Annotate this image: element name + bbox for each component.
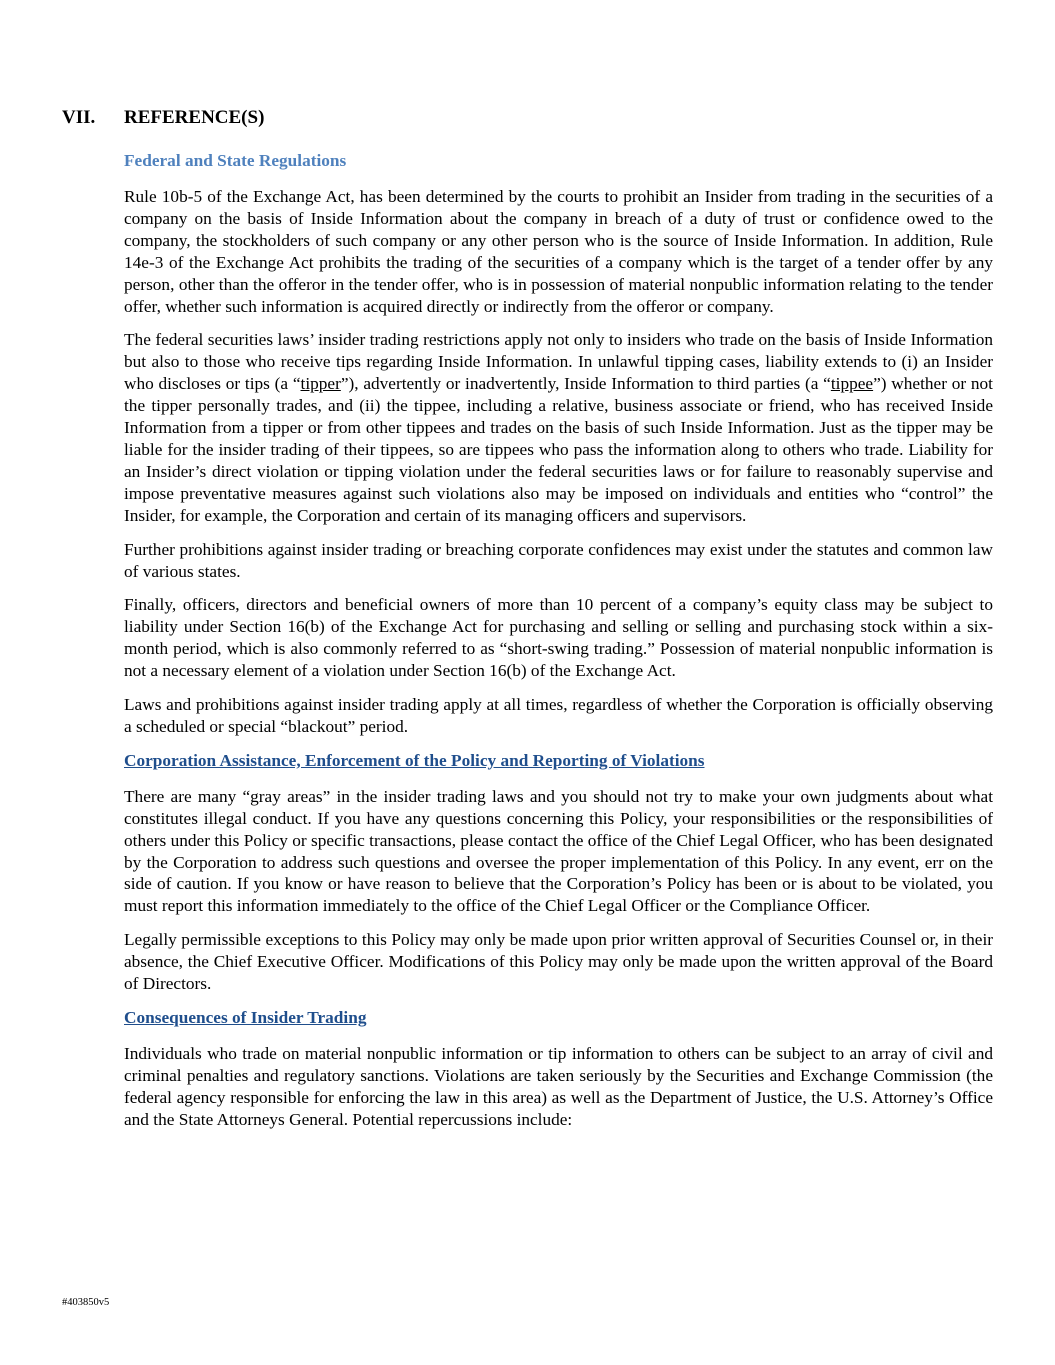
section-title: REFERENCE(S) <box>124 107 265 128</box>
paragraph-tipping-part-c: ”) whether or not the tipper personally trades, and (ii) the tippee, including a relative, business associate or friend, who has received Inside Information from a tipper or from other tippees and trades on the basis of such Inside Information. Just as the tipper may be liable for the insider trading of their tippees, so are tippees who pass the information along to others who trade. Liability for an Insider’s direct violation or tipping violation under the federal securities laws or for failure to reasonably supervise and impose preventative measures against such violations also may be imposed on individuals and entities who “control” the Insider, for example, the Corporation and certain of its managing officers and supervisors. <box>124 374 993 525</box>
paragraph-gray-areas: There are many “gray areas” in the insider trading laws and you should not try to make your own judgments about what constitutes illegal conduct. If you have any questions concerning this Policy, your responsibilities or the responsibilities of others under this Policy or specific transactions, please contact the office of the Chief Legal Officer, who has been designated by the Corporation to address such questions and oversee the proper implementation of this Policy. In any event, err on the side of caution. If you know or have reason to believe that the Corporation’s Policy has been or is about to be violated, you must report this information immediately to the office of the Chief Legal Officer or the Compliance Officer. <box>124 786 993 916</box>
paragraph-exceptions: Legally permissible exceptions to this Policy may only be made upon prior written approval of Securities Counsel or, in their absence, the Chief Executive Officer. Modifications of this Policy may only be made upon the written approval of the Board of Directors. <box>124 930 993 994</box>
section-header <box>62 107 264 129</box>
document-body <box>124 150 993 1143</box>
paragraph-penalties: Individuals who trade on material nonpublic information or tip information to others can be subject to an array of civil and criminal penalties and regulatory sanctions. Violations are taken seriously by the Securities and Exchange Commission (the federal agency responsible for enforcing the law in this area) as well as the Department of Justice, the U.S. Attorney’s Office and the State Attorneys General. Potential repercussions include: <box>124 1044 993 1129</box>
paragraph-tipping-part-b: ”), advertently or inadvertently, Inside Information to third parties (a “ <box>340 374 831 394</box>
subhead-consequences: Consequences of Insider Trading <box>124 1008 367 1027</box>
subhead-corporation-assistance: Corporation Assistance, Enforcement of the Policy and Reporting of Violations <box>124 750 705 770</box>
section-number: VII. <box>62 107 96 128</box>
paragraph-blackout: Laws and prohibitions against insider trading apply at all times, regardless of whether the Corporation is officially observing a scheduled or special “blackout” period. <box>124 695 993 736</box>
paragraph-state-prohibitions: Further prohibitions against insider trading or breaching corporate confidences may exist under the statutes and common law of various states. <box>124 539 993 581</box>
subhead-federal-state-regulations: Federal and State Regulations <box>124 151 347 170</box>
document-id-footer: #403850v5 <box>62 1297 110 1308</box>
paragraph-section-16b: Finally, officers, directors and beneficial owners of more than 10 percent of a company’s equity class may be subject to liability under Section 16(b) of the Exchange Act for purchasing and selling or selling and purchasing stock within a six-month period, which is also commonly referred to as “short-swing trading.” Possession of material nonpublic information is not a necessary element of a violation under Section 16(b) of the Exchange Act. <box>124 595 993 681</box>
paragraph-tipping <box>124 329 993 526</box>
paragraph-rule-10b5: Rule 10b-5 of the Exchange Act, has been determined by the courts to prohibit an Insider from trading in the securities of a company on the basis of Inside Information about the company in breach of a duty of trust or confidence owed to the company, the stockholders of such company or any other person who is the source of Inside Information. In addition, Rule 14e-3 of the Exchange Act prohibits the trading of the securities of a company which is the target of a tender offer by any person, other than the offeror in the tender offer, who is in possession of material nonpublic information relating to the tender offer, whether such information is acquired directly or indirectly from the offeror or company. <box>124 187 993 316</box>
term-tippee: tippee <box>830 374 874 394</box>
term-tipper: tipper <box>300 374 341 394</box>
paragraph-tipping-part-a: The federal securities laws’ insider trading restrictions apply not only to insiders who trade on the basis of Inside Information but also to those who receive tips regarding Inside Information. In unlawful tipping cases, liability extends to (i) an Insider who discloses or tips (a “ <box>124 330 993 394</box>
